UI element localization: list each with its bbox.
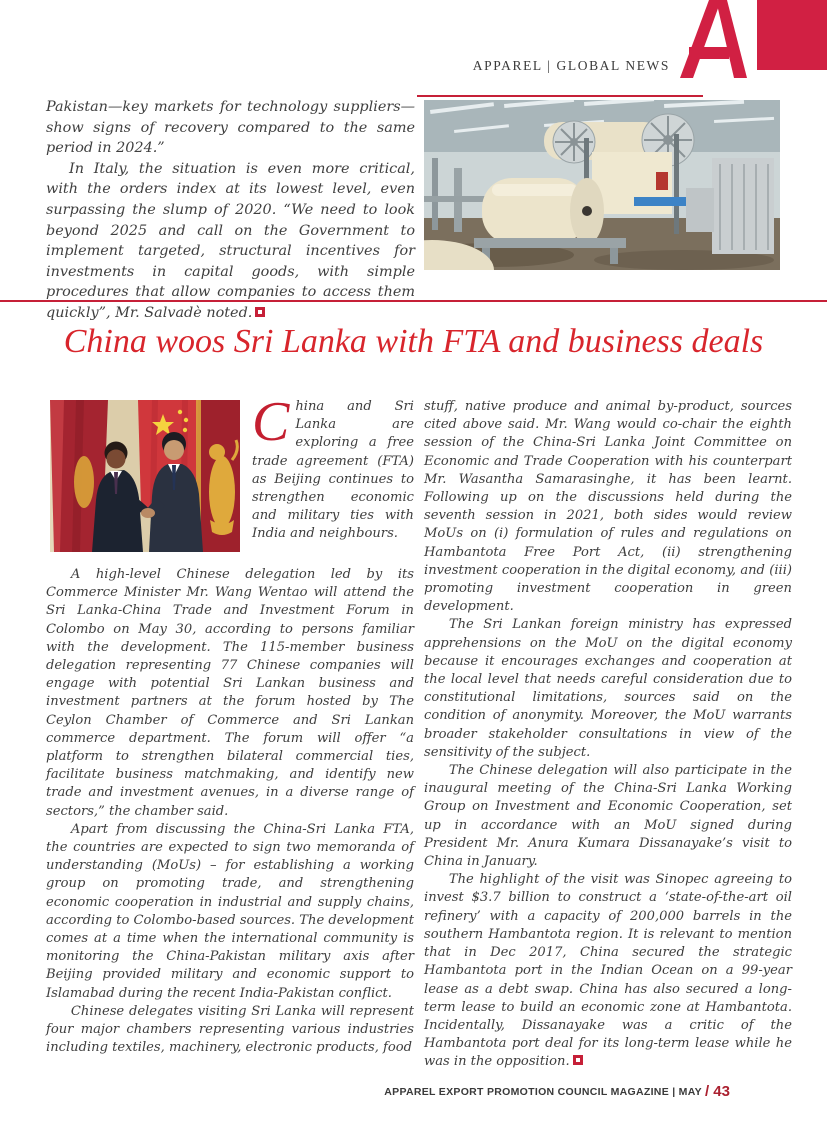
feature-paragraph: stuff, native produce and animal by-product, sources cited above said. Mr. Wang would co-chair the eighth session of the China-Sri Lanka Joint Committee on Economic and Trade Cooperation with his counterpart Mr. Wasantha Samarasinghe, it has been learnt. Following up on the discussions held during the seventh session in 2021, both sides would review MoUs on (i) formulation of rules and regulations on Hambantota Free Port Act, (ii) strengthening investment cooperation in the digital economy, and (iii) promoting investment cooperation in green development. <box>424 399 792 615</box>
feature-right-column <box>424 398 792 1072</box>
feature-left-column <box>46 398 414 1072</box>
handshake-photo <box>50 400 240 552</box>
feature-intro-text: hina and Sri Lanka are exploring a free trade agreement (FTA) as Beijing continues to strengthen economic and military ties with India and neighbours. <box>252 399 414 542</box>
top-story-paragraph-text: In Italy, the situation is even more critical, with the orders index at its lowest level, even surpassing the slump of 2020. “We need to look beyond 2025 and call on the Government to implement targeted, structural incentives for investments in capital goods, with simple procedures that allow companies to access them quickly”, Mr. Salvadè noted. <box>46 160 415 321</box>
masthead-rule <box>417 95 703 97</box>
feature-paragraph: Chinese delegates visiting Sri Lanka will represent four major chambers representing various industries including textiles, machinery, electronic products, food <box>46 1003 414 1056</box>
drop-cap: C <box>252 398 290 453</box>
page-number: / 43 <box>704 1083 730 1100</box>
top-story-text <box>46 97 415 324</box>
textile-factory-photo <box>424 100 780 270</box>
magazine-logo-a-icon <box>680 0 827 78</box>
feature-article <box>46 398 792 1072</box>
feature-paragraph-text: The highlight of the visit was Sinopec agreeing to invest $3.7 billion to construct a ‘state-of-the-art oil refinery’ with a capacity of 200,000 barrels in the southern Hambantota region. It is relevant to mention that in Dec 2017, China secured the strategic Hambantota port in the Indian Ocean on a 99-year lease as a debt swap. China has also secured a long-term lease to build an economic zone at Hambantota. Incidentally, Dissanayake was a critic of the Hambantota port deal for its long-term lease while he was in the opposition. <box>424 872 792 1070</box>
feature-paragraph <box>424 871 792 1071</box>
feature-paragraph: The Sri Lankan foreign ministry has expressed apprehensions on the MoU on the digital economy because it encourages exchanges and cooperation at the local level that needs careful consideration due to constitutional limitations, sources said on the condition of anonymity. Moreover, the MoU warrants broader stakeholder consultations in view of the sensitivity of the subject. <box>424 617 792 760</box>
feature-headline: China woos Sri Lanka with FTA and business deals <box>63 323 764 360</box>
feature-intro-row <box>46 398 414 556</box>
masthead: APPAREL | GLOBAL NEWS <box>472 58 670 73</box>
footer-magazine-title: APPAREL EXPORT PROMOTION COUNCIL MAGAZINE | MAY <box>384 1086 702 1098</box>
top-story-paragraph: Pakistan—key markets for technology suppliers—show signs of recovery compared to the same period in 2024.” <box>46 99 415 157</box>
top-story-paragraph <box>46 159 415 324</box>
end-of-article-marker <box>573 1055 583 1065</box>
page-footer <box>0 1083 730 1100</box>
feature-paragraph: Apart from discussing the China-Sri Lanka FTA, the countries are expected to sign two memoranda of understanding (MoUs) – for establishing a working group on promoting trade, and strengthening economic cooperation in industrial and supply chains, according to Colombo-based sources. The development comes at a time when the international community is monitoring the China-Pakistan military axis after Beijing provided military and economic support to Islamabad during the recent India-Pakistan conflict. <box>46 821 414 1001</box>
section-divider-rule <box>0 300 827 302</box>
feature-paragraph: The Chinese delegation will also participate in the inaugural meeting of the China-Sri Lanka Working Group on Investment and Economic Cooperation, set up in accordance with an MoU signed during President Mr. Anura Kumara Dissanayake’s visit to China in January. <box>424 763 792 870</box>
end-of-article-marker <box>255 307 265 317</box>
feature-paragraph: A high-level Chinese delegation led by its Commerce Minister Mr. Wang Wentao will attend the Sri Lanka-China Trade and Investment Forum in Colombo on May 30, according to persons familiar with the development. The 115-member business delegation representing 77 Chinese companies will engage with potential Sri Lankan business and investment partners at the forum hosted by The Ceylon Chamber of Commerce and Sri Lankan commerce department. The forum will offer “a platform to strengthen bilateral commercial ties, facilitate business matchmaking, and identify new trade and investment avenues, in a diverse range of sectors,” the chamber said. <box>46 567 414 819</box>
